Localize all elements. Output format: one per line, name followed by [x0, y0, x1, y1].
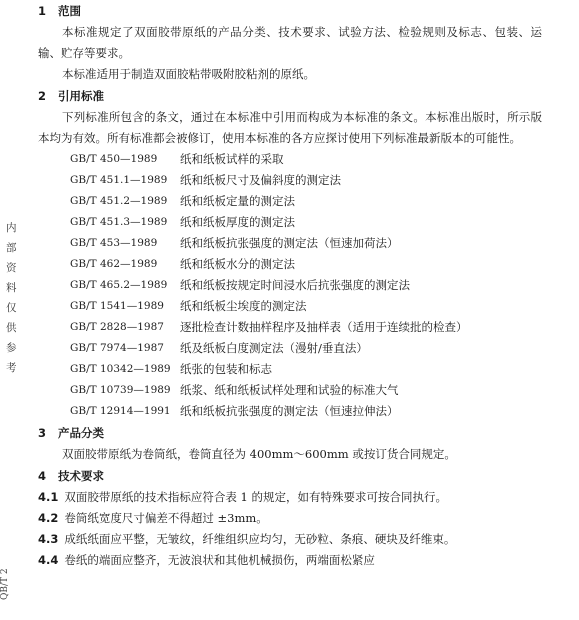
clause-text: 卷纸的端面应整齐，无波浪状和其他机械损伤，两端面松紧应: [64, 553, 375, 567]
section-title: 引用标准: [58, 89, 104, 103]
reference-title: 纸和纸板尺寸及偏斜度的测定法: [180, 173, 341, 187]
reference-item: [38, 317, 542, 338]
classification-paragraph: 双面胶带原纸为卷筒纸，卷筒直径为 400mm～600mm 或按订货合同规定。: [62, 447, 456, 461]
reference-code: GB/T 451.1—1989: [70, 174, 168, 186]
reference-code: GB/T 465.2—1989: [70, 279, 168, 291]
side-note-internal-reference: 内部资料仅供参考: [6, 222, 17, 374]
references-intro-paragraph: 下列标准所包含的条文，通过在本标准中引用而构成为本标准的条文。本标准出版时，所示版本均为有效。所有标准都会被修订，使用本标准的各方应探讨使用下列标准最新版本的可能性。: [38, 110, 542, 145]
reference-code: GB/T 7974—1987: [70, 342, 164, 354]
reference-code: GB/T 2828—1987: [70, 321, 164, 333]
reference-title: 纸张的包装和标志: [180, 362, 272, 376]
reference-code: GB/T 10739—1989: [70, 384, 171, 396]
section-heading-references: [38, 85, 542, 107]
reference-title: 纸和纸板定量的测定法: [180, 194, 295, 208]
reference-title: 纸及纸板白度测定法（漫射/垂直法）: [180, 341, 368, 355]
section-heading-requirements: [38, 465, 542, 487]
reference-code: GB/T 451.2—1989: [70, 195, 168, 207]
clause-text: 成纸纸面应平整，无皱纹，纤维组织应均匀，无砂粒、条痕、硬块及纤维束。: [64, 532, 456, 546]
reference-title: 纸和纸板按规定时间浸水后抗张强度的测定法: [180, 278, 410, 292]
scope-paragraph-1: 本标准规定了双面胶带原纸的产品分类、技术要求、试验方法、检验规则及标志、包装、运输、贮存等要求。: [38, 25, 542, 60]
clause-number: 4.3: [38, 532, 59, 546]
requirement-clause: [38, 508, 542, 529]
reference-code: GB/T 12914—1991: [70, 405, 171, 417]
clause-text: 双面胶带原纸的技术指标应符合表 1 的规定，如有特殊要求可按合同执行。: [64, 490, 447, 504]
reference-item: [38, 296, 542, 317]
reference-item: [38, 401, 542, 422]
requirement-clause: [38, 550, 542, 571]
reference-title: 纸和纸板厚度的测定法: [180, 215, 295, 229]
reference-title: 纸和纸板水分的测定法: [180, 257, 295, 271]
section-title: 范围: [58, 4, 81, 18]
reference-item: [38, 170, 542, 191]
reference-code: GB/T 451.3—1989: [70, 216, 168, 228]
section-number: 3: [38, 426, 47, 440]
reference-item: [38, 254, 542, 275]
reference-code: GB/T 10342—1989: [70, 363, 171, 375]
reference-item: [38, 338, 542, 359]
reference-item: [38, 233, 542, 254]
reference-title: 纸和纸板抗张强度的测定法（恒速加荷法）: [180, 236, 399, 250]
section-heading-classification: [38, 422, 542, 444]
side-standard-code: QB/T 2: [0, 568, 10, 600]
section-number: 1: [38, 4, 47, 18]
reference-code: GB/T 450—1989: [70, 153, 158, 165]
reference-code: GB/T 453—1989: [70, 237, 158, 249]
clause-number: 4.4: [38, 553, 59, 567]
reference-title: 纸浆、纸和纸板试样处理和试验的标准大气: [180, 383, 399, 397]
reference-item: [38, 212, 542, 233]
clause-number: 4.2: [38, 511, 59, 525]
reference-title: 逐批检查计数抽样程序及抽样表（适用于连续批的检查）: [180, 320, 468, 334]
reference-item: [38, 149, 542, 170]
reference-code: GB/T 462—1989: [70, 258, 158, 270]
clause-number: 4.1: [38, 490, 59, 504]
reference-item: [38, 191, 542, 212]
reference-item: [38, 359, 542, 380]
section-heading-scope: [38, 0, 542, 22]
document-page: [38, 0, 542, 571]
requirement-clause: [38, 529, 542, 550]
reference-title: 纸和纸板尘埃度的测定法: [180, 299, 307, 313]
reference-item: [38, 275, 542, 296]
section-number: 2: [38, 89, 47, 103]
clause-text: 卷筒纸宽度尺寸偏差不得超过 ±3mm。: [64, 511, 268, 525]
requirement-clause: [38, 487, 542, 508]
reference-title: 纸和纸板抗张强度的测定法（恒速拉伸法）: [180, 404, 399, 418]
section-title: 产品分类: [58, 426, 104, 440]
reference-item: [38, 380, 542, 401]
reference-code: GB/T 1541—1989: [70, 300, 164, 312]
scope-paragraph-2: 本标准适用于制造双面胶粘带吸附胶粘剂的原纸。: [62, 67, 315, 81]
reference-title: 纸和纸板试样的采取: [180, 152, 284, 166]
section-title: 技术要求: [58, 469, 104, 483]
section-number: 4: [38, 469, 47, 483]
